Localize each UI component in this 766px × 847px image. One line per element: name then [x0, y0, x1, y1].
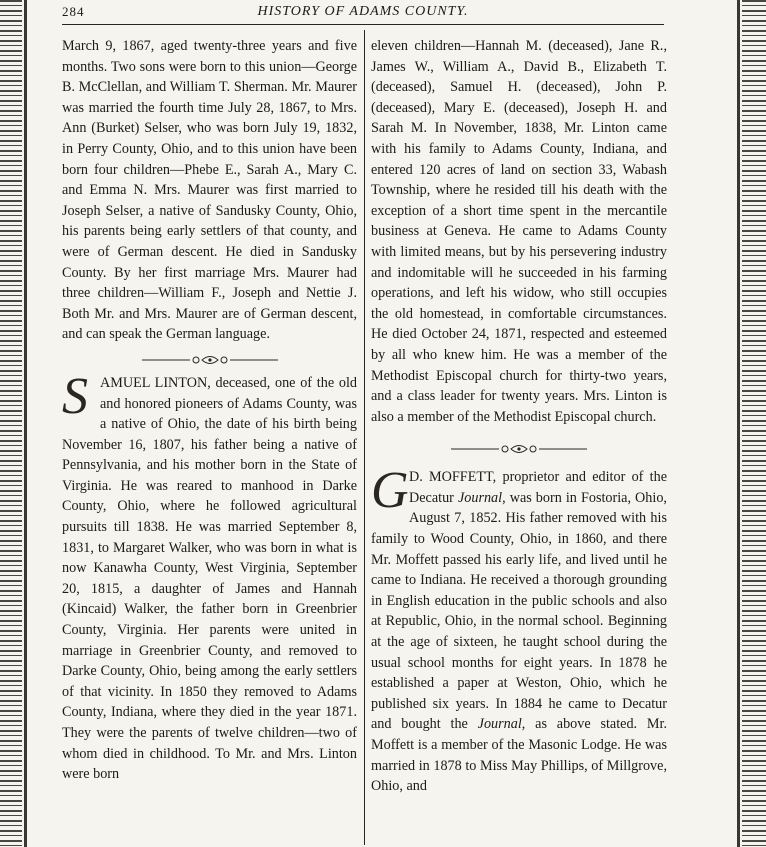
linton-body: deceased, one of the old and honored pioneers of Adams County, was a native of Ohio, the date of his birth being November 16, 1807, his father being a native of Pennsylvania, and his mother born in the State of Virginia. He was reared to manhood in Darke County, Ohio, where he followed agricultural pursuits till 1838. He was married September 8, 1831, to Margaret Walker, who was born in what is now Kanawha County, West Virginia, September 20, 1815, a daughter of James and Hannah (Kincaid) Walker, the father born in Greenbrier County, Virginia. Her parents were united in marriage in Greenbrier County, and removed to Darke County, Ohio, being among the early settlers of that vicinity. In 1850 they removed to Adams County, Indiana, where they died in the year 1871. They were the parents of twelve children—two of whom died in childhood. To Mr. and Mrs. Linton were born	[62, 374, 357, 783]
moffett-body-3: , as above stated. Mr. Moffett is a member of the Masonic Lodge. He was married in 1878 to Miss May Phillips, of Millgrove, Ohio, and	[371, 716, 668, 795]
linton-paragraph-continued: eleven children—Hannah M. (deceased), Jane R., James W., William A., David B., Elizabeth T. (deceased), Samuel H. (deceased), John P. (deceased), Mary E. (deceased), Joseph H. and Sarah M. In November, 1838, Mr. Linton came with his family to Adams County, Indiana, and entered 120 acres of land on section 33, Wabash Township, where he resided till his death with the exception of a short time spent in the mercantile business at Geneva. He came to Adams County with limited means, but by his persevering industry and indomitable will he succeeded in his farming operations, and left his widow, who still occupies the old homestead, in comfortable circumstances. He died October 24, 1871, respected and esteemed by all who knew him. He was a member of the Methodist Episcopal church for thirty-two years, and a class leader for twenty years. Mrs. Linton is also a member of the Methodist Episcopal church.	[371, 38, 667, 425]
left-binding-edge	[0, 0, 22, 847]
moffett-body-1: proprietor and editor of the Decatur	[409, 469, 667, 506]
linton-name: AMUEL LINTON,	[100, 374, 211, 391]
running-title: HISTORY OF ADAMS COUNTY.	[257, 4, 469, 19]
page-number: 284	[62, 4, 85, 19]
journal-title: Journal	[457, 489, 503, 506]
ornament-icon	[140, 353, 280, 367]
section-ornament	[62, 345, 357, 373]
moffett-body-2: , was born in Fostoria, Ohio, August 7, 1852. His father removed with his family to Wood County, Ohio, in 1860, and there Mr. Moffett passed his early life, and lived until he came to Indiana. He received a thorough grounding in English education in the public schools and also at Republic, Ohio, in the normal school. Beginning at the age of sixteen, he taught school during the usual school months for eight years. In 1878 he established a paper at Weston, Ohio, which he published six years. In 1884 he came to Decatur and bought the	[371, 489, 667, 733]
drop-cap-g: G	[371, 462, 409, 520]
journal-title: Journal	[477, 716, 522, 733]
linton-paragraph	[62, 367, 357, 785]
ornament-icon	[449, 442, 589, 456]
right-column	[371, 36, 667, 797]
page-header	[62, 2, 664, 24]
column-divider	[364, 30, 365, 845]
moffett-name: D. MOFFETT,	[409, 469, 497, 486]
left-edge-line	[24, 0, 27, 847]
right-edge-line	[737, 0, 740, 847]
section-ornament	[371, 433, 667, 461]
header-rule	[62, 24, 664, 25]
drop-cap-s: S	[62, 367, 88, 425]
maurer-paragraph-continued: March 9, 1867, aged twenty-three years and five months. Two sons were born to this union—George B. McClellan, and William T. Sherman. Mr. Maurer was married the fourth time July 28, 1867, to Mrs. Ann (Burket) Selser, who was born July 19, 1832, in Perry County, Ohio, and to this union have been born four children—Phebe E., Sarah A., Mary C. and Emma N. Mrs. Maurer was first married to Joseph Selser, a native of Sandusky County, Ohio, his parents being early settlers of that county, and were of German descent. He died in Sandusky County. By her first marriage Mrs. Maurer had three children—William F., Joseph and Nettie J. Both Mr. and Mrs. Maurer are of German descent, and can speak the German language.	[62, 38, 357, 343]
moffett-paragraph	[371, 462, 668, 797]
left-column	[62, 36, 357, 785]
right-binding-edge	[742, 0, 766, 847]
